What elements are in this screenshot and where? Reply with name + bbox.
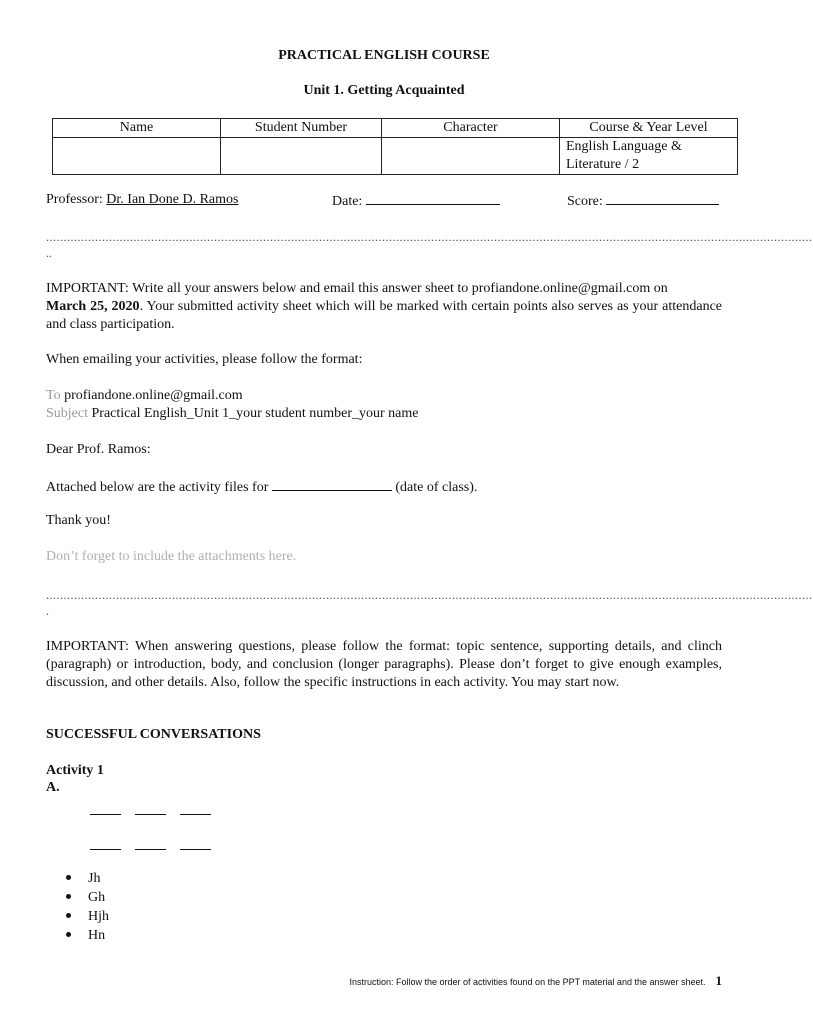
- document-title: PRACTICAL ENGLISH COURSE: [278, 48, 490, 63]
- list-item: [66, 890, 105, 906]
- email-greeting: Dear Prof. Ramos:: [46, 442, 151, 457]
- cell-student-number[interactable]: [221, 138, 382, 175]
- email-to-label: To: [46, 388, 61, 403]
- answer-blank-5[interactable]: [135, 849, 166, 850]
- date-blank[interactable]: [366, 192, 500, 205]
- footer-instruction: Instruction: Follow the order of activities found on the PPT material and the answer sheet.: [349, 977, 706, 987]
- list-item-text: Hjh: [88, 909, 109, 924]
- important-notice-1: [46, 280, 722, 334]
- header-course-year: Course & Year Level: [560, 119, 738, 138]
- bullet-icon: [66, 913, 71, 918]
- attachment-reminder: Don’t forget to include the attachments here.: [46, 549, 297, 564]
- dotted-separator-1: ...........................................................................................................................................................................................................................: [46, 230, 813, 244]
- answer-blank-4[interactable]: [90, 849, 121, 850]
- professor-line: [46, 192, 238, 208]
- dotted-separator-2-tail: .: [46, 604, 49, 618]
- dotted-separator-1-tail: ..: [46, 246, 52, 260]
- list-item: [66, 871, 100, 887]
- email-to-value[interactable]: profiandone.online@gmail.com: [64, 388, 243, 403]
- header-character: Character: [382, 119, 560, 138]
- email-body-a: Attached below are the activity files for: [46, 480, 269, 495]
- section-heading: SUCCESSFUL CONVERSATIONS: [46, 727, 261, 742]
- list-item-text: Jh: [88, 871, 101, 886]
- student-info-table: [52, 118, 738, 175]
- bullet-icon: [66, 894, 71, 899]
- email-to-line: [46, 388, 243, 404]
- list-item: [66, 928, 105, 944]
- list-item: [66, 909, 109, 925]
- unit-title: Unit 1. Getting Acquainted: [303, 83, 465, 98]
- professor-label: Professor:: [46, 192, 103, 207]
- important-1-text-b: . Your submitted activity sheet which will be marked with certain points also serves as your attendance and class participation.: [46, 299, 722, 332]
- answer-blank-2[interactable]: [135, 814, 166, 815]
- activity-heading: Activity 1: [46, 763, 104, 778]
- answer-blank-3[interactable]: [180, 814, 211, 815]
- important-notice-2: IMPORTANT: When answering questions, please follow the format: topic sentence, supporting details, and clinch (paragraph) or introduction, body, and conclusion (longer paragraphs). Please don’t forget to give enough examples, discussion, and other details. Also, follow the specific instructions in each activity. You may start now.: [46, 639, 722, 690]
- answer-blank-6[interactable]: [180, 849, 211, 850]
- important-1-text-a: IMPORTANT: Write all your answers below and email this answer sheet to profiandone.online@gmail.com on: [46, 281, 668, 296]
- date-line: [332, 192, 500, 210]
- page-number: 1: [715, 973, 722, 988]
- cell-name[interactable]: [53, 138, 221, 175]
- email-body-line: [46, 478, 477, 496]
- professor-name: Dr. Ian Done D. Ramos: [106, 192, 239, 207]
- cell-course-year: English Language & Literature / 2: [560, 138, 738, 175]
- email-thanks: Thank you!: [46, 513, 111, 528]
- email-subject-label: Subject: [46, 406, 88, 421]
- bullet-icon: [66, 932, 71, 937]
- date-of-class-blank[interactable]: [272, 478, 392, 491]
- email-subject-line: [46, 406, 419, 422]
- answer-blank-1[interactable]: [90, 814, 121, 815]
- header-name: Name: [53, 119, 221, 138]
- dotted-separator-2: ...........................................................................................................................................................................................................................: [46, 588, 813, 602]
- cell-character[interactable]: [382, 138, 560, 175]
- list-item-text: Gh: [88, 890, 106, 905]
- score-blank[interactable]: [606, 192, 719, 205]
- part-a-label: A.: [46, 780, 60, 795]
- email-subject-value: Practical English_Unit 1_your student number_your name: [91, 406, 419, 421]
- email-body-b: (date of class).: [395, 480, 478, 495]
- bullet-icon: [66, 875, 71, 880]
- list-item-text: Hn: [88, 928, 106, 943]
- page-footer: [349, 973, 722, 989]
- email-format-intro: When emailing your activities, please follow the format:: [46, 352, 363, 367]
- deadline-date: March 25, 2020: [46, 299, 140, 314]
- header-student-number: Student Number: [221, 119, 382, 138]
- score-line: [567, 192, 719, 210]
- date-label: Date:: [332, 194, 363, 209]
- score-label: Score:: [567, 194, 603, 209]
